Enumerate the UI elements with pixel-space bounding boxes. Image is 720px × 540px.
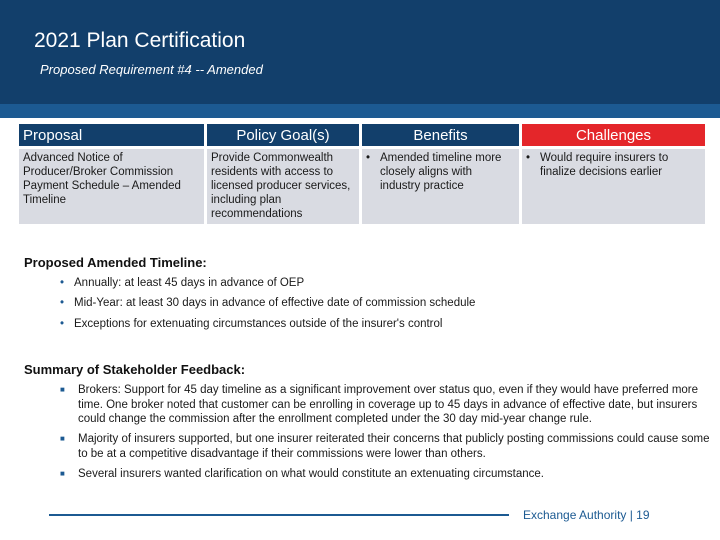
proposal-text: Advanced Notice of Producer/Broker Commission Payment Schedule – Amended Timeline	[23, 152, 181, 206]
feedback-item-text: Brokers: Support for 45 day timeline as a significant improvement over status quo, even if they would have preferred more time. One broker noted that customer can be enrolling in coverage up to 45 days in advance of effective date, but insurers could change the commission after the enrollment completed under the 30 day mid-year change rule.	[78, 384, 699, 426]
feedback-item-text: Several insurers wanted clarification on what would constitute an extenuating circumstance.	[78, 468, 544, 480]
list-item	[60, 318, 442, 330]
bullet-icon: •	[60, 297, 65, 309]
page-subtitle: Proposed Requirement #4 -- Amended	[40, 62, 263, 77]
policy-goal-text: Provide Commonwealth residents with access to licensed producer services, including plan recommendations	[211, 152, 351, 220]
timeline-item-text: Annually: at least 45 days in advance of OEP	[74, 277, 305, 289]
cell-proposal	[19, 149, 204, 224]
footer-divider	[49, 514, 509, 516]
header-stripe	[0, 104, 720, 118]
cell-policy-goal	[207, 149, 359, 224]
footer-page-label: Exchange Authority | 19	[523, 508, 650, 522]
header-benefits: Benefits	[362, 124, 519, 146]
list-item	[60, 383, 715, 427]
table-row	[19, 149, 705, 224]
timeline-heading: Proposed Amended Timeline:	[24, 255, 207, 270]
list-item	[60, 277, 304, 289]
feedback-item-text: Majority of insurers supported, but one insurer reiterated their concerns that publicly posting commissions could cause some to be at a competitive disadvantage if their commissions were lower than others.	[78, 433, 710, 460]
table-header-row	[19, 124, 705, 146]
bullet-icon: •	[60, 277, 65, 289]
header-proposal: Proposal	[19, 124, 204, 146]
bullet-icon: •	[60, 318, 65, 330]
cell-benefit	[362, 149, 519, 224]
bullet-icon: •	[366, 152, 371, 164]
square-bullet-icon: ■	[60, 469, 65, 478]
list-item	[60, 297, 475, 309]
benefit-text: Amended timeline more closely aligns with industry practice	[380, 152, 502, 192]
bullet-icon: •	[526, 152, 531, 164]
timeline-item-text: Mid-Year: at least 30 days in advance of effective date of commission schedule	[74, 297, 476, 309]
timeline-item-text: Exceptions for extenuating circumstances outside of the insurer's control	[74, 318, 443, 330]
page-title: 2021 Plan Certification	[34, 29, 246, 52]
feedback-heading: Summary of Stakeholder Feedback:	[24, 362, 246, 377]
proposal-table	[16, 121, 708, 227]
list-item	[60, 432, 715, 461]
square-bullet-icon: ■	[60, 385, 65, 394]
header-policy-goals: Policy Goal(s)	[207, 124, 359, 146]
list-item	[60, 467, 715, 482]
cell-challenge	[522, 149, 705, 224]
challenge-text: Would require insurers to finalize decisions earlier	[540, 152, 669, 178]
square-bullet-icon: ■	[60, 434, 65, 443]
header-challenges: Challenges	[522, 124, 705, 146]
